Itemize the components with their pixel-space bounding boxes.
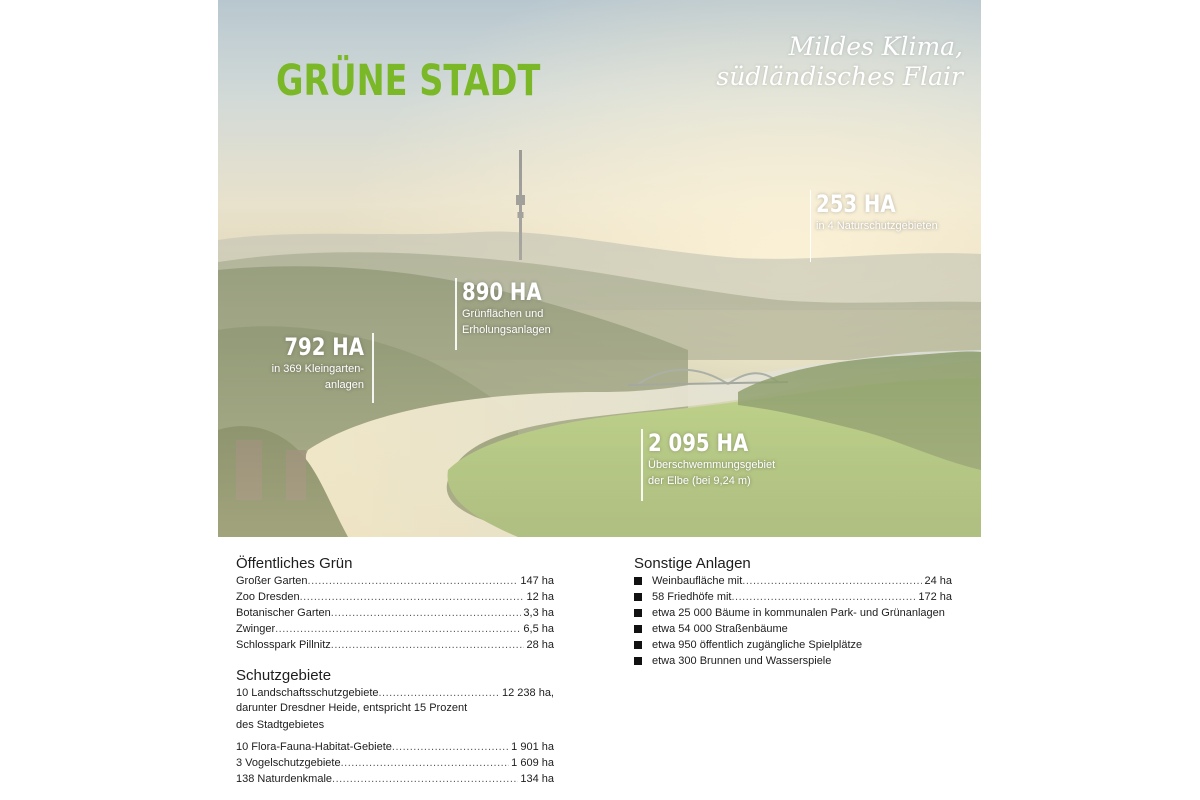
leader-dots	[308, 573, 519, 589]
note-line-2: des Stadtgebietes	[236, 719, 325, 731]
list-item	[236, 685, 554, 701]
stat-desc: Erholungsanlagen	[462, 324, 551, 336]
stat-desc: Überschwemmungsgebiet	[648, 459, 776, 471]
stat-value: 792 HA	[284, 333, 364, 361]
item-label: Schlosspark Pillnitz	[236, 639, 331, 651]
list-item	[236, 739, 554, 755]
item-label: etwa 300 Brunnen und Wasserspiele	[652, 655, 832, 667]
list-item	[634, 573, 952, 589]
leader-dots	[275, 621, 521, 637]
note-line-1: darunter Dresdner Heide, entspricht 15 Prozent	[236, 702, 468, 714]
item-value: 12 ha	[526, 591, 554, 603]
list-item	[236, 755, 554, 771]
schutzgebiete-list	[236, 739, 554, 787]
stat-desc: in 369 Kleingarten-	[271, 363, 364, 375]
bullet-square-icon	[634, 657, 642, 665]
leader-dots	[331, 605, 522, 621]
leader-dots	[341, 755, 510, 771]
leader-dots	[379, 685, 501, 701]
bullet-square-icon	[634, 625, 642, 633]
stat-kleingarten	[258, 333, 374, 403]
list-item	[236, 605, 554, 621]
schutzgebiete-note	[236, 700, 566, 734]
section-title-schutzgebiete: Schutzgebiete	[236, 667, 332, 684]
stat-naturschutz	[810, 190, 938, 262]
stat-desc: der Elbe (bei 9,24 m)	[648, 475, 751, 487]
item-value: 3,3 ha	[523, 607, 554, 619]
oeffentliches-gruen-list	[236, 573, 554, 653]
stat-value: 890 HA	[462, 278, 542, 306]
leader-dots	[731, 589, 916, 605]
item-label: Zoo Dresden	[236, 591, 300, 603]
tagline	[716, 32, 963, 92]
item-value: 6,5 ha	[523, 623, 554, 635]
list-item	[236, 771, 554, 787]
item-label: Botanischer Garten	[236, 607, 331, 619]
item-value: 24 ha	[924, 575, 952, 587]
stat-value: 2 095 HA	[648, 429, 749, 457]
leader-dots	[742, 573, 922, 589]
page-title: GRÜNE STADT	[276, 56, 541, 106]
list-item	[634, 621, 952, 637]
schutzgebiete-first	[236, 685, 554, 701]
item-label: Weinbaufläche mit	[652, 575, 743, 587]
item-label: Zwinger	[236, 623, 276, 635]
item-value: 1 609 ha	[511, 757, 554, 769]
list-item	[634, 605, 952, 621]
bullet-square-icon	[634, 609, 642, 617]
leader-dots	[331, 637, 525, 653]
item-label: etwa 25 000 Bäume in kommunalen Park- und Grünanlagen	[652, 607, 945, 619]
bullet-square-icon	[634, 593, 642, 601]
stat-value: 253 HA	[816, 190, 896, 218]
leader-dots	[332, 771, 518, 787]
list-item	[236, 573, 554, 589]
tagline-line-1: Mildes Klima,	[788, 32, 963, 61]
item-label: etwa 950 öffentlich zugängliche Spielplätze	[652, 639, 863, 651]
item-label: Großer Garten	[236, 575, 308, 587]
item-label: etwa 54 000 Straßenbäume	[652, 623, 788, 635]
section-title-oeffentliches-gruen: Öffentliches Grün	[236, 555, 353, 572]
hero-photo	[218, 0, 981, 537]
leader-dots	[300, 589, 525, 605]
bullet-square-icon	[634, 577, 642, 585]
stat-gruenflaechen	[455, 278, 559, 350]
list-item	[634, 637, 952, 653]
stat-desc: Grünflächen und	[462, 308, 544, 320]
stat-desc: in 4 Naturschutzgebieten	[816, 220, 938, 232]
item-label: 3 Vogelschutzgebiete	[236, 757, 341, 769]
item-value: 1 901 ha	[511, 741, 554, 753]
list-item	[634, 589, 952, 605]
list-item	[236, 621, 554, 637]
list-item	[236, 637, 554, 653]
stat-desc: anlagen	[324, 379, 364, 391]
tagline-line-2: südländisches Flair	[716, 62, 963, 91]
sonstige-anlagen-list	[634, 573, 952, 669]
item-value: 172 ha	[918, 591, 952, 603]
item-value: 134 ha	[520, 773, 554, 785]
list-item	[236, 589, 554, 605]
item-label: 10 Landschaftsschutzgebiete	[236, 687, 379, 699]
item-label: 138 Naturdenkmale	[236, 773, 333, 785]
item-label: 10 Flora-Fauna-Habitat-Gebiete	[236, 741, 392, 753]
item-value: 147 ha	[520, 575, 554, 587]
item-value: 12 238 ha,	[502, 687, 554, 699]
section-title-sonstige-anlagen: Sonstige Anlagen	[634, 555, 751, 572]
item-value: 28 ha	[526, 639, 554, 651]
list-item	[634, 653, 952, 669]
item-label: 58 Friedhöfe mit	[652, 591, 732, 603]
stat-ueberschwemmung	[641, 429, 775, 501]
leader-dots	[392, 739, 509, 755]
bullet-square-icon	[634, 641, 642, 649]
